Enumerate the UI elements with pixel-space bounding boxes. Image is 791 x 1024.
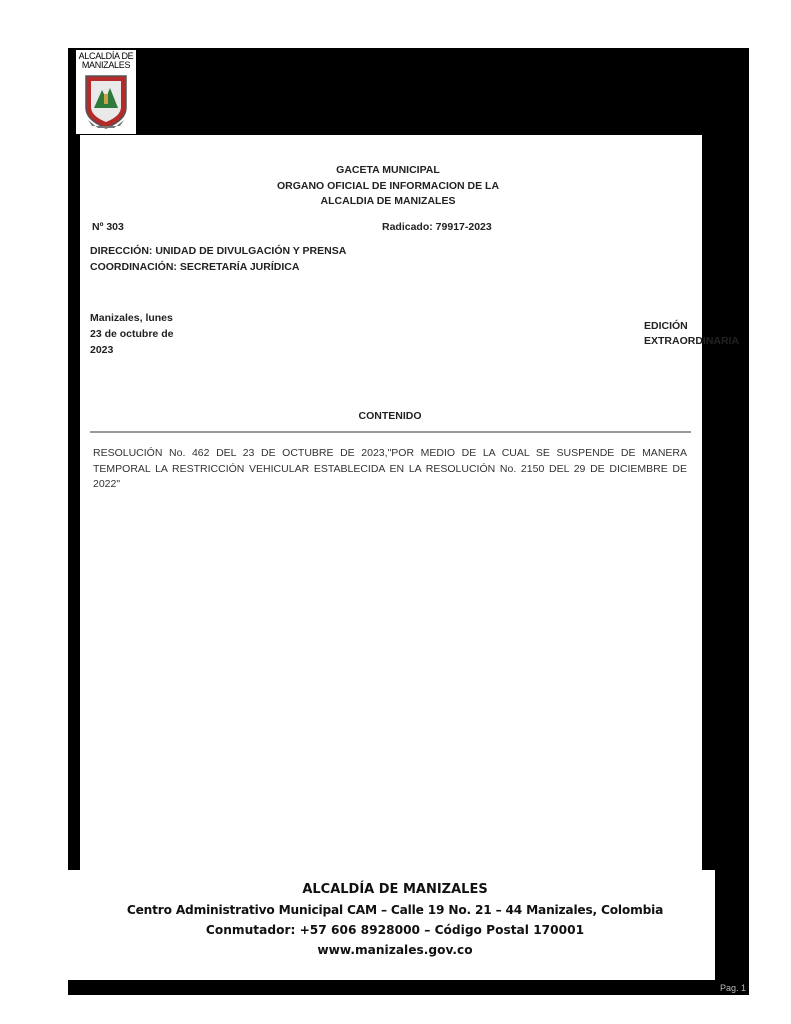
footer-org-name: ALCALDÍA DE MANIZALES xyxy=(302,882,488,897)
direccion: DIRECCIÓN: UNIDAD DE DIVULGACIÓN Y PRENSA xyxy=(90,245,347,257)
footer-website: www.manizales.gov.co xyxy=(317,943,473,957)
date-line-3: 2023 xyxy=(90,344,114,356)
edition-line-2: EXTRAORDINARIA xyxy=(644,335,740,347)
coat-of-arms-icon xyxy=(76,50,136,134)
top-black-band xyxy=(68,48,749,135)
edition-line-1: EDICIÓN xyxy=(644,320,688,332)
logo-line-2: MANIZALES xyxy=(81,60,131,70)
left-black-band xyxy=(68,48,80,870)
logo-line-1: ALCALDÍA DE xyxy=(78,51,134,61)
bottom-black-band xyxy=(68,980,749,995)
footer-address: Centro Administrativo Municipal CAM – Calle 19 No. 21 – 44 Manizales, Colombia xyxy=(126,903,664,917)
content-divider xyxy=(90,431,691,433)
gazette-subtitle: ORGANO OFICIAL DE INFORMACION DE LA xyxy=(276,180,500,192)
right-black-band xyxy=(702,48,749,870)
coordinacion: COORDINACIÓN: SECRETARÍA JURÍDICA xyxy=(90,261,300,273)
municipal-logo xyxy=(76,50,136,134)
radicado: Radicado: 79917-2023 xyxy=(382,221,492,233)
gazette-issuer: ALCALDIA DE MANIZALES xyxy=(320,195,456,207)
gazette-title: GACETA MUNICIPAL xyxy=(336,164,440,176)
content-body: RESOLUCIÓN No. 462 DEL 23 DE OCTUBRE DE 2023,"POR MEDIO DE LA CUAL SE SUSPENDE DE MANERA TEMPORAL LA RESTRICCIÓN VEHICULAR ESTABLECIDA EN LA RESOLUCIÓN No. 2150 DEL 29 DE DICIEMBRE DE 2022" xyxy=(93,447,687,490)
footer-phone: Conmutador: +57 606 8928000 – Código Postal 170001 xyxy=(205,923,585,937)
issue-number: Nº 303 xyxy=(92,221,124,233)
date-line-1: Manizales, lunes xyxy=(90,312,173,324)
content-heading: CONTENIDO xyxy=(358,410,422,422)
page-number: Pag. 1 xyxy=(720,983,747,993)
footer-right-black xyxy=(715,868,749,995)
date-line-2: 23 de octubre de xyxy=(90,328,174,340)
